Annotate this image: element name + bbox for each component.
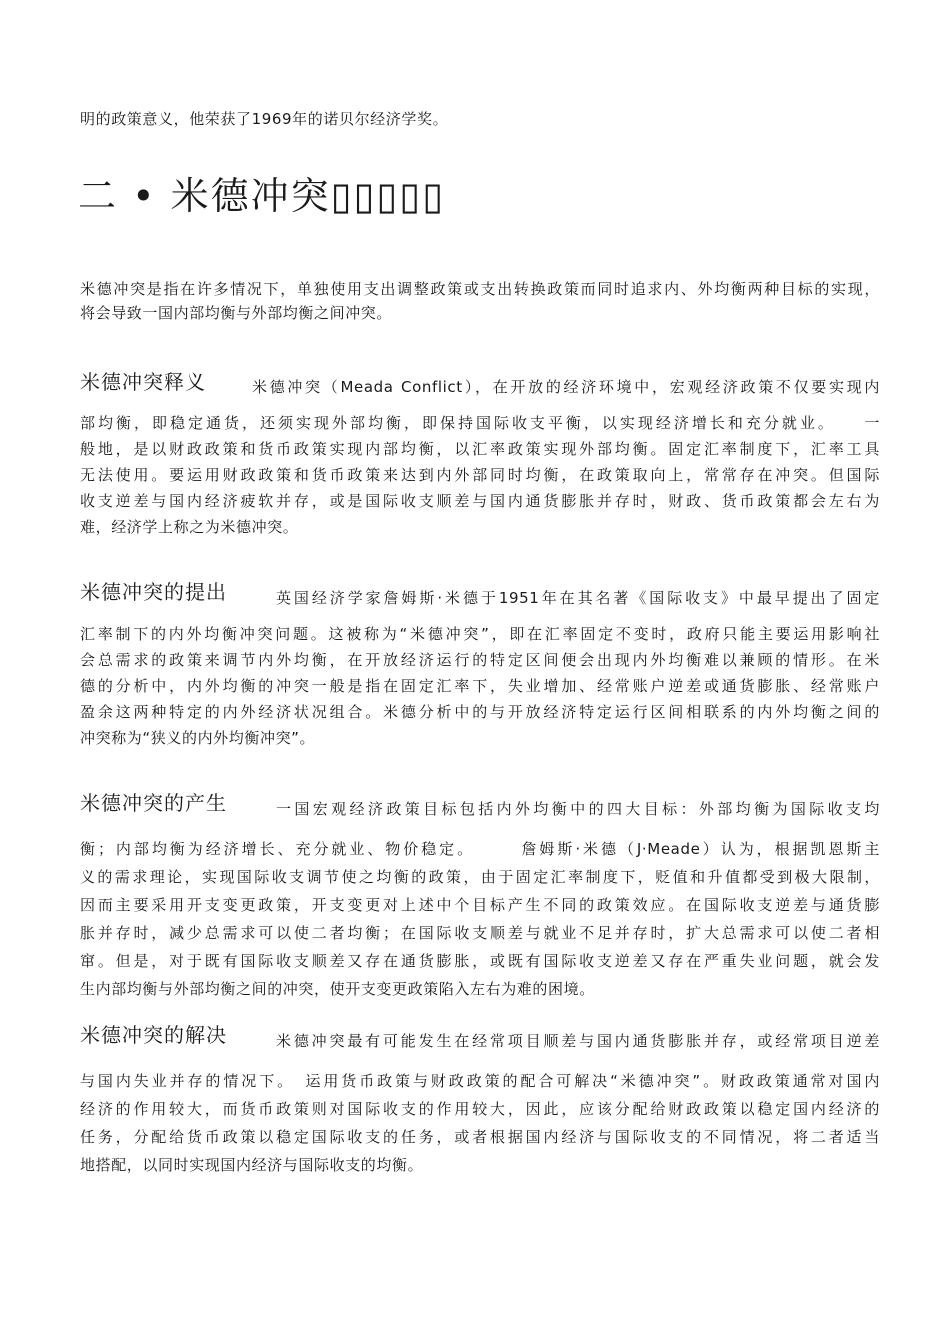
paragraph-line: 般地，是以财政政策和货币政策实现内部均衡，以汇率政策实现外部均衡。固定汇率制度下，汇率工具 xyxy=(80,440,880,458)
paragraph-line: 生内部均衡与外部均衡之间的冲突，使开支变更政策陷入左右为难的困境。 xyxy=(80,980,595,998)
paragraph-line: 胀并存时，减少总需求可以使二者均衡；在国际收支顺差与就业不足并存时，扩大总需求可以使二者相 xyxy=(80,924,880,942)
paragraph-line: 会总需求的政策来调节内外均衡，在开放经济运行的特定区间便会出现内外均衡难以兼顾的情形。在米 xyxy=(80,651,880,669)
paragraph-first-line: 一国宏观经济政策目标包括内外均衡中的四大目标：外部均衡为国际收支均 xyxy=(276,800,880,818)
definition-line: 将会导致一国内部均衡与外部均衡之间冲突。 xyxy=(80,304,393,322)
intro-tail: 明的政策意义，他荣获了1969年的诺贝尔经济学奖。 xyxy=(80,110,449,128)
paragraph-line: 无法使用。要运用财政政策和货币政策来达到内外部同时均衡，在政策取向上，常常存在冲突。但国际 xyxy=(80,466,880,484)
paragraph-first-line: 米德冲突（Meada Conflict），在开放的经济环境中，宏观经济政策不仅要实现内 xyxy=(252,378,880,396)
paragraph-line: 部均衡，即稳定通货，还须实现外部均衡，即保持国际收支平衡，以实现经济增长和充分就业。 一 xyxy=(80,414,880,432)
paragraph-line: 汇率制下的内外均衡冲突问题。这被称为“米德冲突”，即在汇率固定不变时，政府只能主要运用影响社 xyxy=(80,625,880,643)
paragraph-line: 与国内失业并存的情况下。 运用货币政策与财政政策的配合可解决“米德冲突”。财政政策通常对国内 xyxy=(80,1072,880,1090)
paragraph-line: 任务，分配给货币政策以稳定国际收支的任务，或者根据国内经济与国际收支的不同情况，将二者适当 xyxy=(80,1128,880,1146)
paragraph-first-line: 英国经济学家詹姆斯·米德于1951年在其名著《国际收支》中最早提出了固定 xyxy=(276,589,880,607)
paragraph-line: 衡；内部均衡为经济增长、充分就业、物价稳定。 詹姆斯·米德（J·Meade）认为，根据凯恩斯主 xyxy=(80,840,880,858)
section-title: 二 • 米德冲突▯▯▯▯▯ xyxy=(78,174,446,218)
paragraph-line: 难，经济学上称之为米德冲突。 xyxy=(80,518,299,536)
paragraph-line: 地搭配，以同时实现国内经济与国际收支的均衡。 xyxy=(80,1156,424,1174)
paragraph-line: 收支逆差与国内经济疲软并存，或是国际收支顺差与国内通货膨胀并存时，财政、货币政策都会左右为 xyxy=(80,492,880,510)
paragraph-line: 德的分析中，内外均衡的冲突一般是指在固定汇率下，失业增加、经常账户逆差或通货膨胀、经常账户 xyxy=(80,677,880,695)
paragraph-line: 窜。但是，对于既有国际收支顺差又存在通货膨胀，或既有国际收支逆差又存在严重失业问题，就会发 xyxy=(80,952,880,970)
definition-line: 米德冲突是指在许多情况下，单独使用支出调整政策或支出转换政策而同时追求内、外均衡两种目标的实现， xyxy=(80,280,880,298)
paragraph-first-line: 米德冲突最有可能发生在经常项目顺差与国内通货膨胀并存，或经常项目逆差 xyxy=(276,1032,880,1050)
paragraph-line: 冲突称为“狭义的内外均衡冲突”。 xyxy=(80,729,316,747)
subheading-origin: 米德冲突的提出 xyxy=(80,580,227,604)
subheading-emergence: 米德冲突的产生 xyxy=(80,791,227,815)
subheading-meaning: 米德冲突释义 xyxy=(80,370,206,394)
paragraph-line: 义的需求理论，实现国际收支调节使之均衡的政策，由于固定汇率制度下，贬值和升值都受到极大限制， xyxy=(80,868,880,886)
paragraph-line: 因而主要采用开支变更政策，开支变更对上述中个目标产生不同的政策效应。在国际收支逆差与通货膨 xyxy=(80,896,880,914)
subheading-solution: 米德冲突的解决 xyxy=(80,1023,227,1047)
paragraph-line: 经济的作用较大，而货币政策则对国际收支的作用较大，因此，应该分配给财政政策以稳定国内经济的 xyxy=(80,1100,880,1118)
paragraph-line: 盈余这两种特定的内外经济状况组合。米德分析中的与开放经济特定运行区间相联系的内外均衡之间的 xyxy=(80,703,880,721)
